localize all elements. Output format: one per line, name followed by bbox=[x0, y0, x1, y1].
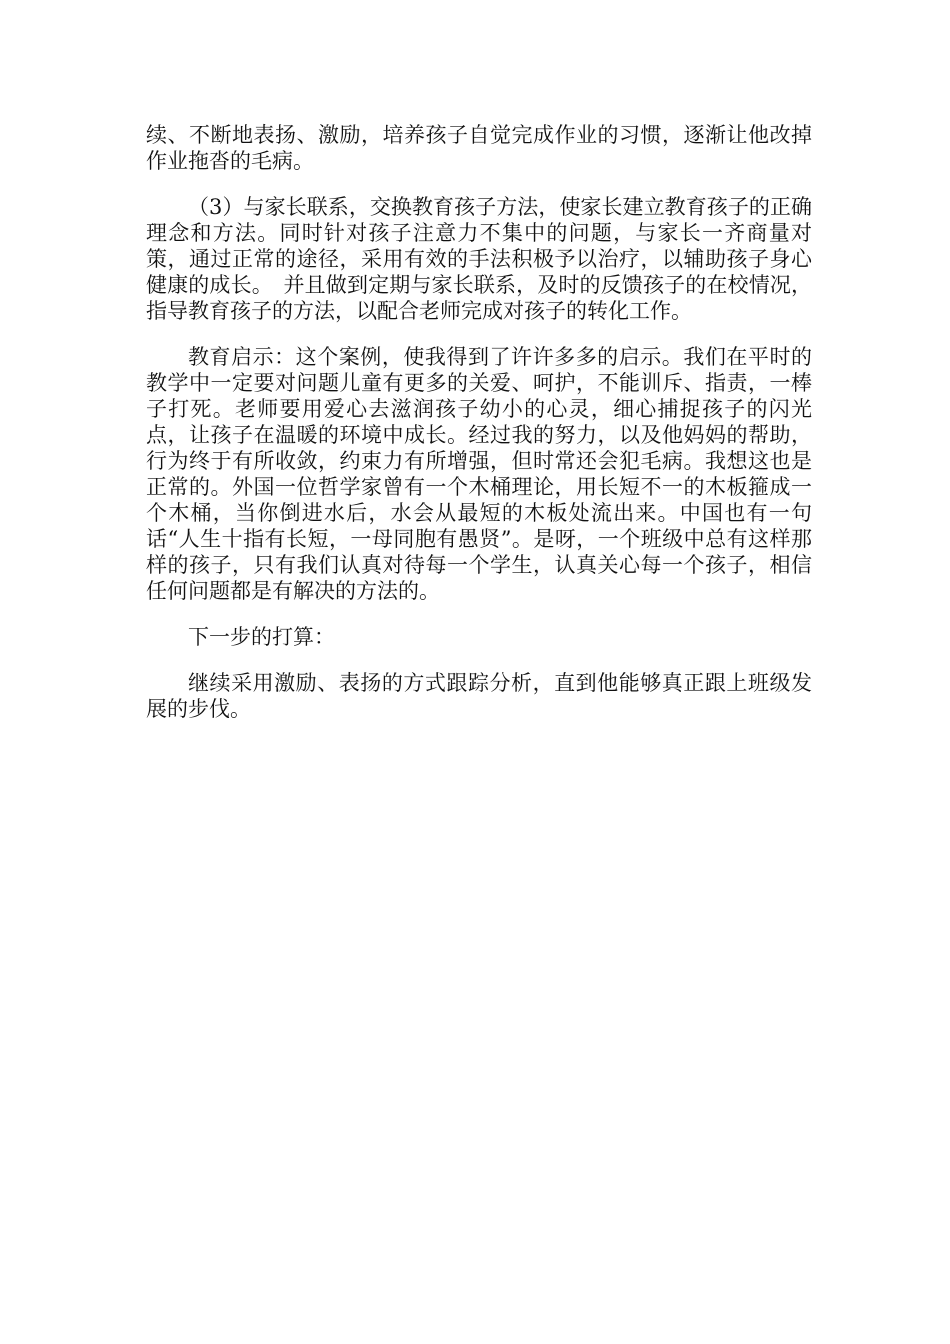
paragraph-next-steps: 继续采用激励、表扬的方式跟踪分析，直到他能够真正跟上班级发展的步伐。 bbox=[146, 671, 812, 721]
paragraph-parent-contact: （3）与家长联系，交换教育孩子方法，使家长建立教育孩子的正确理念和方法。同时针对孩子注意力不集中的问题，与家长一齐商量对策，通过正常的途径，采用有效的手法积极予以治疗，以辅助孩子身心健康的成长。 并且做到定期与家长联系，及时的反馈孩子的在校情况，指导教育孩子的方法，以配合老师完成对孩子的转化工作。 bbox=[146, 195, 812, 323]
paragraph-continuation: 续、不断地表扬、激励，培养孩子自觉完成作业的习惯，逐渐让他改掉作业拖沓的毛病。 bbox=[146, 123, 812, 173]
paragraph-next-steps-heading: 下一步的打算： bbox=[188, 625, 335, 649]
paragraph-education-insight: 教育启示：这个案例，使我得到了许许多多的启示。我们在平时的教学中一定要对问题儿童有更多的关爱、呵护，不能训斥、指责，一棒子打死。老师要用爱心去滋润孩子幼小的心灵，细心捕捉孩子的闪光点，让孩子在温暖的环境中成长。经过我的努力，以及他妈妈的帮助，行为终于有所收敛，约束力有所增强，但时常还会犯毛病。我想这也是正常的。外国一位哲学家曾有一个木桶理论，用长短不一的木板箍成一个木桶，当你倒进水后，水会从最短的木板处流出来。中国也有一句话“人生十指有长短，一母同胞有愚贤”。是呀，一个班级中总有这样那样的孩子，只有我们认真对待每一个学生，认真关心每一个孩子，相信任何问题都是有解决的方法的。 bbox=[146, 345, 812, 603]
document-body bbox=[146, 122, 812, 742]
